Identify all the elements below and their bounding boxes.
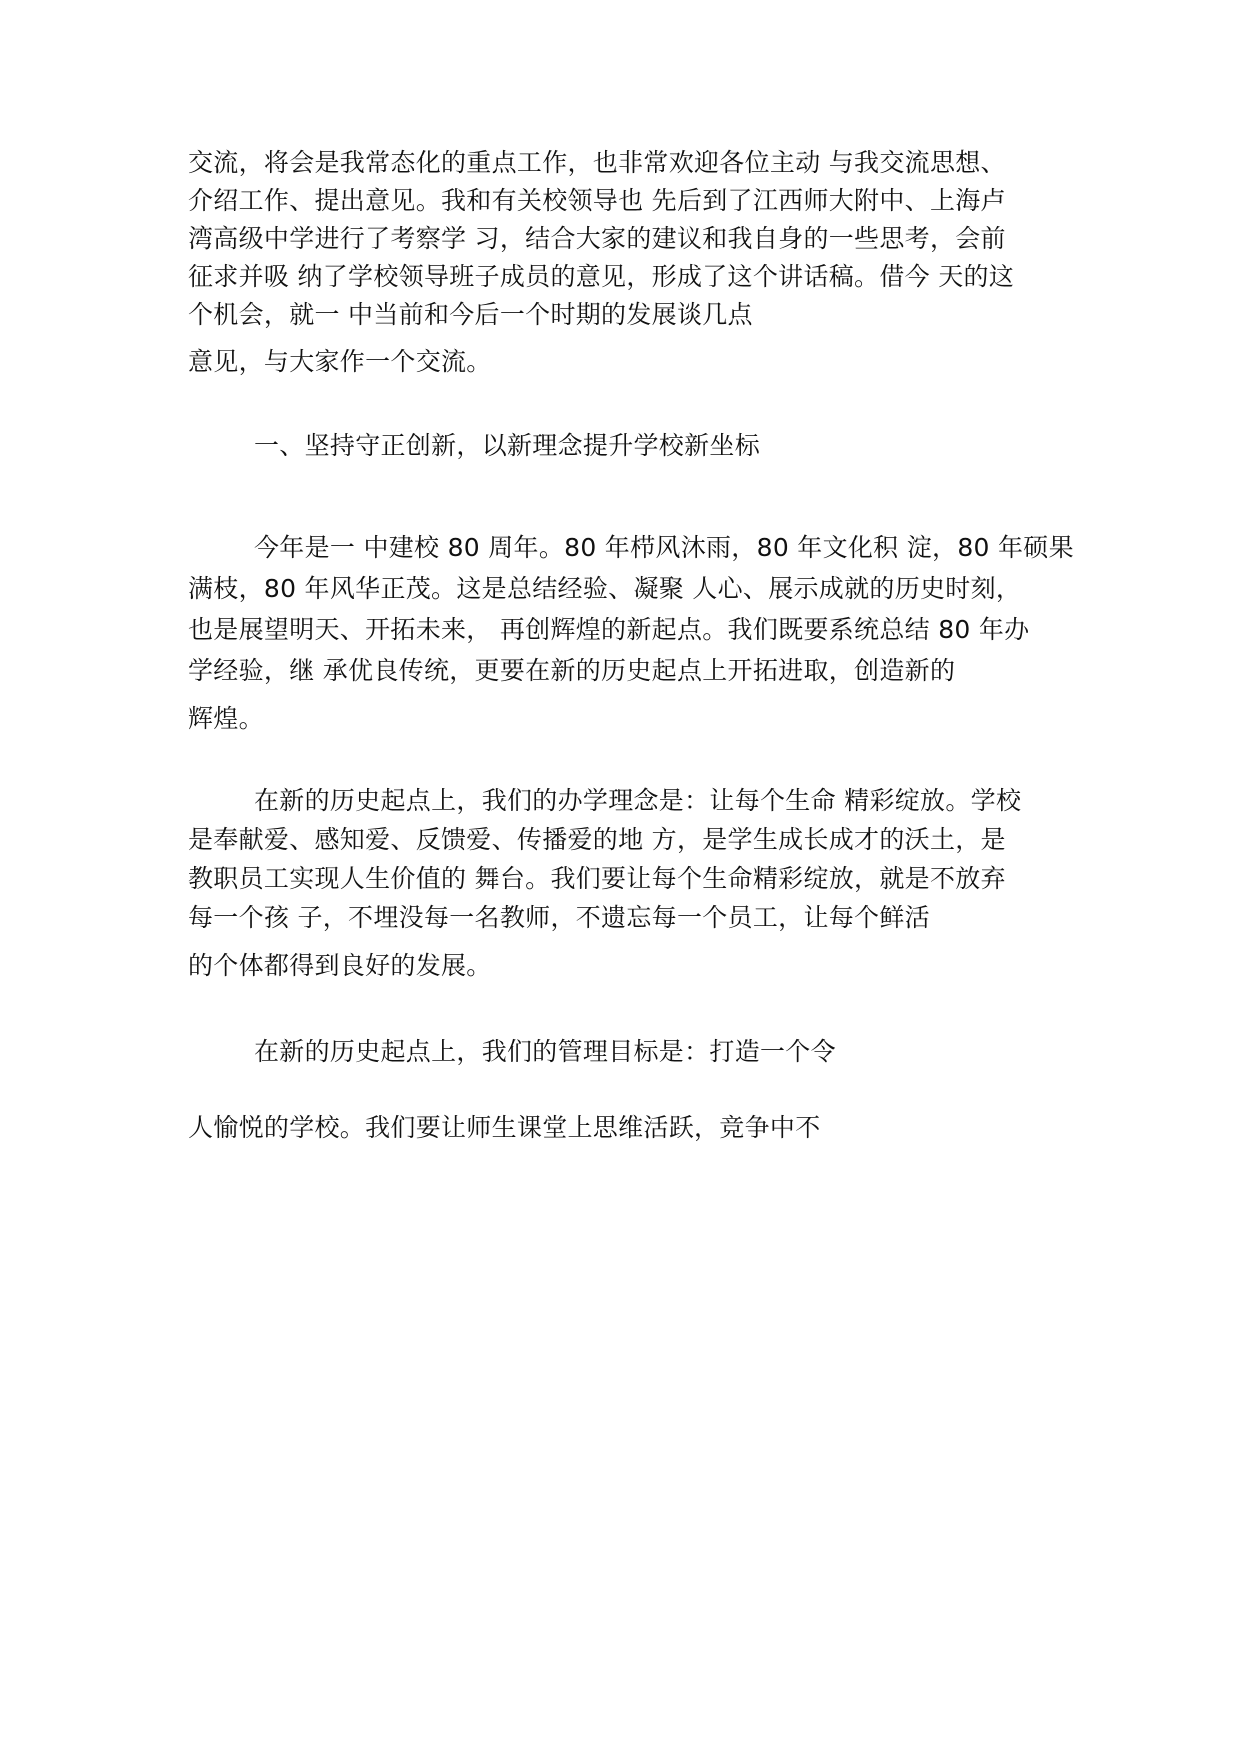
text-line: 学经验，继 承优良传统，更要在新的历史起点上开拓进取，创造新的 xyxy=(188,656,956,685)
text-line: 人愉悦的学校。我们要让师生课堂上思维活跃，竞争中不 xyxy=(188,1113,821,1142)
text-line: 个机会，就一 中当前和今后一个时期的发展谈几点 xyxy=(188,300,753,329)
text-line: 介绍工作、提出意见。我和有关校领导也 先后到了江西师大附中、上海卢 xyxy=(188,186,1006,215)
text-line: 满枝，80 年风华正茂。这是总结经验、凝聚 人心、展示成就的历史时刻， xyxy=(188,574,1022,603)
text-line: 意见，与大家作一个交流。 xyxy=(188,347,492,376)
text-line: 是奉献爱、感知爱、反馈爱、传播爱的地 方，是学生成长成才的沃土，是 xyxy=(188,825,1006,854)
text-line: 交流，将会是我常态化的重点工作，也非常欢迎各位主动 与我交流思想、 xyxy=(188,148,1006,177)
text-line: 征求并吸 纳了学校领导班子成员的意见，形成了这个讲话稿。借今 天的这 xyxy=(188,262,1015,291)
section-heading: 一、坚持守正创新，以新理念提升学校新坐标 xyxy=(254,431,761,460)
text-line: 也是展望明天、开拓未来， 再创辉煌的新起点。我们既要系统总结 80 年办 xyxy=(188,615,1030,644)
text-line: 的个体都得到良好的发展。 xyxy=(188,951,492,980)
text-line: 辉煌。 xyxy=(188,704,264,733)
text-line: 在新的历史起点上，我们的管理目标是：打造一个令 xyxy=(254,1037,836,1066)
text-line: 每一个孩 子，不埋没每一名教师，不遗忘每一个员工，让每个鲜活 xyxy=(188,903,930,932)
text-line: 教职员工实现人生价值的 舞台。我们要让每个生命精彩绽放，就是不放弃 xyxy=(188,864,1006,893)
text-line: 湾高级中学进行了考察学 习，结合大家的建议和我自身的一些思考，会前 xyxy=(188,224,1006,253)
text-line: 在新的历史起点上，我们的办学理念是：让每个生命 精彩绽放。学校 xyxy=(254,786,1022,815)
text-line: 今年是一 中建校 80 周年。80 年栉风沐雨，80 年文化积 淀，80 年硕果 xyxy=(254,533,1074,562)
